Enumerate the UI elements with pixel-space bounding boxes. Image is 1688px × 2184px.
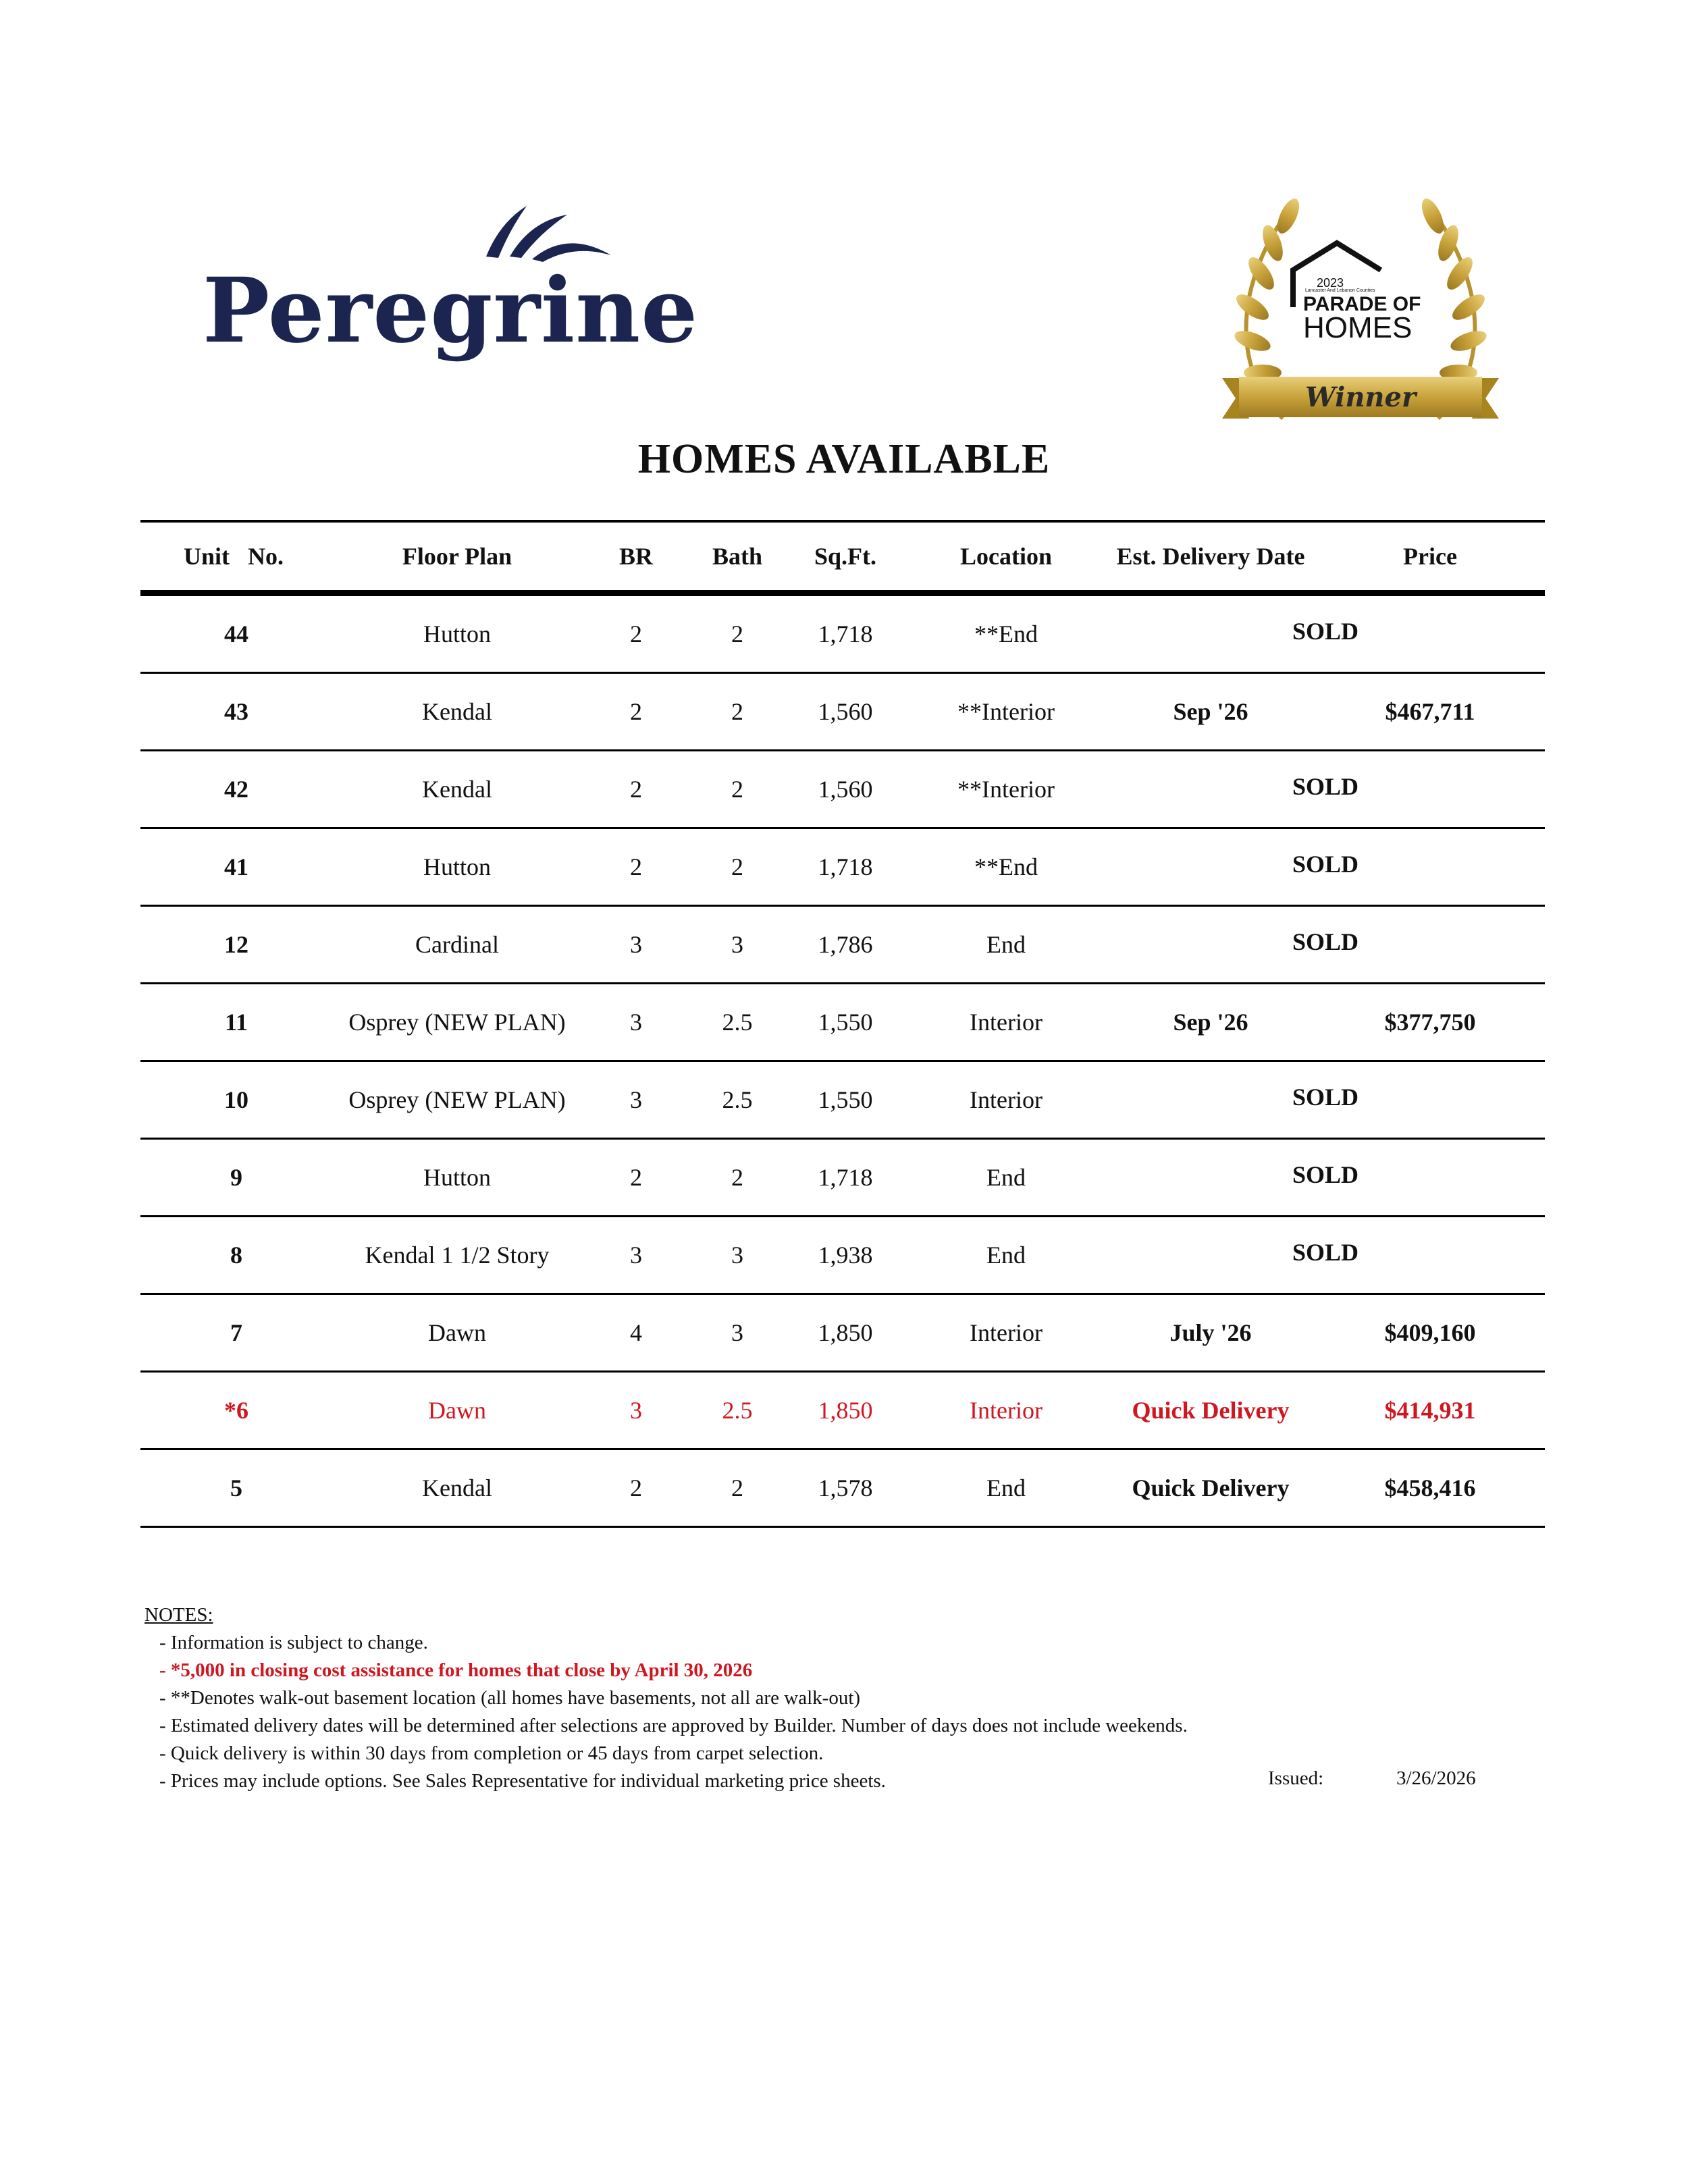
- sold-status: SOLD: [1292, 1084, 1359, 1111]
- floor-plan: Osprey (NEW PLAN): [348, 1086, 566, 1113]
- delivery-date: Quick Delivery: [1132, 1474, 1290, 1501]
- col-price: Price: [1403, 543, 1457, 570]
- location: Interior: [970, 1009, 1043, 1036]
- bedrooms: 2: [630, 620, 642, 647]
- unit-no: 44: [224, 620, 248, 647]
- baths: 2: [731, 1164, 743, 1191]
- price: $414,931: [1384, 1397, 1476, 1424]
- issued-date: 3/26/2026: [1396, 1767, 1476, 1789]
- square-feet: 1,560: [818, 776, 873, 803]
- unit-no: 43: [224, 698, 248, 725]
- baths: 2: [731, 1474, 743, 1501]
- note-item-highlight: - *5,000 in closing cost assistance for homes that close by April 30, 2026: [159, 1659, 753, 1681]
- baths: 2.5: [722, 1009, 753, 1036]
- brand-name: Peregrine: [203, 259, 699, 363]
- note-item: - Quick delivery is within 30 days from completion or 45 days from carpet selection.: [159, 1742, 824, 1764]
- unit-no: 42: [224, 776, 248, 803]
- floor-plan: Osprey (NEW PLAN): [348, 1009, 566, 1036]
- notes-title: NOTES:: [144, 1604, 213, 1626]
- unit-no: 8: [230, 1242, 242, 1269]
- square-feet: 1,718: [818, 1164, 873, 1191]
- bedrooms: 3: [630, 1397, 642, 1424]
- location: Interior: [970, 1319, 1043, 1346]
- bedrooms: 2: [630, 776, 642, 803]
- baths: 2: [731, 620, 743, 647]
- table-row: [140, 1062, 1545, 1140]
- unit-no: 12: [224, 931, 248, 958]
- delivery-date: Sep '26: [1173, 1009, 1248, 1036]
- square-feet: 1,938: [818, 1242, 873, 1269]
- square-feet: 1,560: [818, 698, 873, 725]
- baths: 2: [731, 853, 743, 880]
- location: End: [986, 931, 1026, 958]
- unit-no: 10: [224, 1086, 248, 1113]
- square-feet: 1,718: [818, 620, 873, 647]
- table-row: [140, 1295, 1545, 1373]
- baths: 3: [731, 1319, 743, 1346]
- homes-table: [140, 520, 1545, 1528]
- sold-status: SOLD: [1292, 618, 1359, 645]
- location: **Interior: [957, 776, 1055, 803]
- page-title: HOMES AVAILABLE: [637, 436, 1051, 482]
- table-row: [140, 751, 1545, 829]
- bedrooms: 3: [630, 1242, 642, 1269]
- square-feet: 1,850: [818, 1397, 873, 1424]
- table-row: [140, 674, 1545, 751]
- award-line-homes: HOMES: [1303, 311, 1413, 344]
- note-item: - Information is subject to change.: [159, 1632, 428, 1653]
- note-item: - Prices may include options. See Sales Representative for individual marketing price sheets.: [159, 1770, 886, 1792]
- floor-plan: Dawn: [428, 1319, 486, 1346]
- floor-plan: Kendal 1 1/2 Story: [365, 1242, 550, 1269]
- location: End: [986, 1242, 1026, 1269]
- delivery-date: Sep '26: [1173, 698, 1248, 725]
- floor-plan: Cardinal: [415, 931, 499, 958]
- location: **End: [974, 620, 1038, 647]
- bedrooms: 2: [630, 1474, 642, 1501]
- award-ribbon-text: Winner: [1304, 381, 1417, 413]
- square-feet: 1,578: [818, 1474, 873, 1501]
- baths: 2.5: [722, 1397, 753, 1424]
- notes-section: [144, 1601, 1562, 1795]
- square-feet: 1,786: [818, 931, 873, 958]
- floor-plan: Kendal: [422, 698, 492, 725]
- table-row: [140, 984, 1545, 1062]
- price: $377,750: [1384, 1009, 1476, 1036]
- unit-no: *6: [224, 1397, 248, 1424]
- table-row-highlighted: [140, 1373, 1545, 1450]
- sold-status: SOLD: [1292, 928, 1359, 955]
- floor-plan: Hutton: [423, 1164, 491, 1191]
- bedrooms: 2: [630, 1164, 642, 1191]
- award-region: Lancaster And Lebanon Counties: [1305, 288, 1375, 293]
- col-unit: Unit No.: [184, 543, 284, 570]
- bedrooms: 2: [630, 853, 642, 880]
- bedrooms: 2: [630, 698, 642, 725]
- unit-no: 41: [224, 853, 248, 880]
- price: $409,160: [1384, 1319, 1476, 1346]
- col-br: BR: [618, 543, 653, 570]
- award-year: 2023: [1317, 276, 1344, 290]
- baths: 2: [731, 698, 743, 725]
- location: End: [986, 1474, 1026, 1501]
- col-delivery: Est. Delivery Date: [1116, 543, 1305, 570]
- table-row: [140, 1140, 1545, 1217]
- floor-plan: Hutton: [423, 620, 491, 647]
- location: **End: [974, 853, 1038, 880]
- square-feet: 1,850: [818, 1319, 873, 1346]
- delivery-date: July '26: [1169, 1319, 1252, 1346]
- baths: 2: [731, 776, 743, 803]
- square-feet: 1,550: [818, 1086, 873, 1113]
- price: $458,416: [1384, 1474, 1476, 1501]
- unit-no: 7: [230, 1319, 242, 1346]
- square-feet: 1,718: [818, 853, 873, 880]
- baths: 2.5: [722, 1086, 753, 1113]
- sold-status: SOLD: [1292, 1239, 1359, 1266]
- col-sqft: Sq.Ft.: [814, 543, 877, 570]
- bedrooms: 4: [630, 1319, 642, 1346]
- floor-plan: Kendal: [422, 776, 492, 803]
- sold-status: SOLD: [1292, 1161, 1359, 1188]
- unit-no: 11: [224, 1009, 248, 1036]
- col-bath: Bath: [712, 543, 763, 570]
- note-item: - **Denotes walk-out basement location (all homes have basements, not all are walk-out): [159, 1687, 861, 1709]
- floor-plan: Dawn: [428, 1397, 486, 1424]
- location: **Interior: [957, 698, 1055, 725]
- table-row: [140, 596, 1545, 674]
- bedrooms: 3: [630, 1086, 642, 1113]
- delivery-date: Quick Delivery: [1132, 1397, 1290, 1424]
- baths: 3: [731, 931, 743, 958]
- note-item: - Estimated delivery dates will be determined after selections are approved by Builder. Number of days does not include weekends.: [159, 1715, 1188, 1736]
- square-feet: 1,550: [818, 1009, 873, 1036]
- col-floor-plan: Floor Plan: [402, 543, 512, 570]
- floor-plan: Hutton: [423, 853, 491, 880]
- table-row: [140, 829, 1545, 907]
- unit-no: 5: [230, 1474, 242, 1501]
- bedrooms: 3: [630, 931, 642, 958]
- table-row: [140, 1450, 1545, 1528]
- peregrine-logo: [203, 203, 699, 371]
- table-row: [140, 907, 1545, 984]
- sold-status: SOLD: [1292, 773, 1359, 800]
- award-line-parade: PARADE OF: [1303, 293, 1421, 315]
- floor-plan: Kendal: [422, 1474, 492, 1501]
- col-location: Location: [959, 543, 1052, 570]
- baths: 3: [731, 1242, 743, 1269]
- sold-status: SOLD: [1292, 851, 1359, 878]
- table-header: [140, 523, 1545, 596]
- price: $467,711: [1385, 698, 1475, 725]
- location: Interior: [970, 1086, 1043, 1113]
- unit-no: 9: [230, 1164, 242, 1191]
- table-row: [140, 1217, 1545, 1295]
- issued-label: Issued:: [1268, 1767, 1324, 1789]
- location: End: [986, 1164, 1026, 1191]
- bedrooms: 3: [630, 1009, 642, 1036]
- location: Interior: [970, 1397, 1043, 1424]
